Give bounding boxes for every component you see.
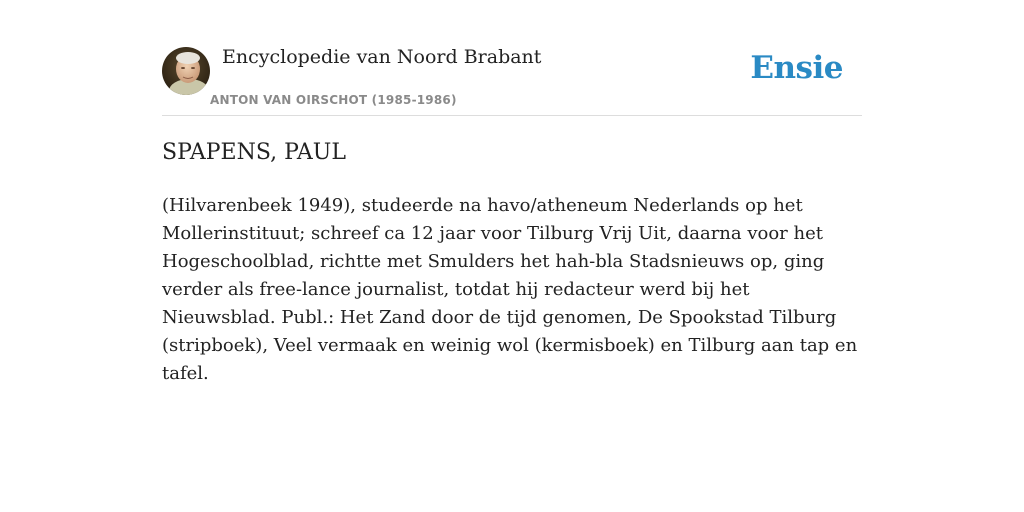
author-name[interactable]: ANTON VAN OIRSCHOT (1985-1986) bbox=[210, 93, 457, 107]
entry-body: (Hilvarenbeek 1949), studeerde na havo/atheneum Nederlands op het Mollerinstituut; schreef ca 12 jaar voor Tilburg Vrij Uit, daarna voor het Hogeschoolblad, richtte met Smulders het hah-bla Stadsnieuws op, ging verder als free-lance journalist, totdat hij redacteur werd bij het Nieuwsblad. Publ.: Het Zand door de tijd genomen, De Spookstad Tilburg (stripboek), Veel vermaak en weinig wol (kermisboek) en Tilburg aan tap en tafel. bbox=[162, 195, 858, 384]
author-avatar[interactable] bbox=[162, 47, 210, 95]
article-container bbox=[162, 0, 862, 384]
article-header bbox=[162, 0, 862, 116]
source-title[interactable]: Encyclopedie van Noord Brabant bbox=[222, 46, 542, 68]
author-portrait-icon bbox=[162, 47, 210, 95]
ensie-logo[interactable]: Ensie bbox=[750, 50, 843, 86]
entry-title: SPAPENS, PAUL bbox=[162, 140, 346, 165]
